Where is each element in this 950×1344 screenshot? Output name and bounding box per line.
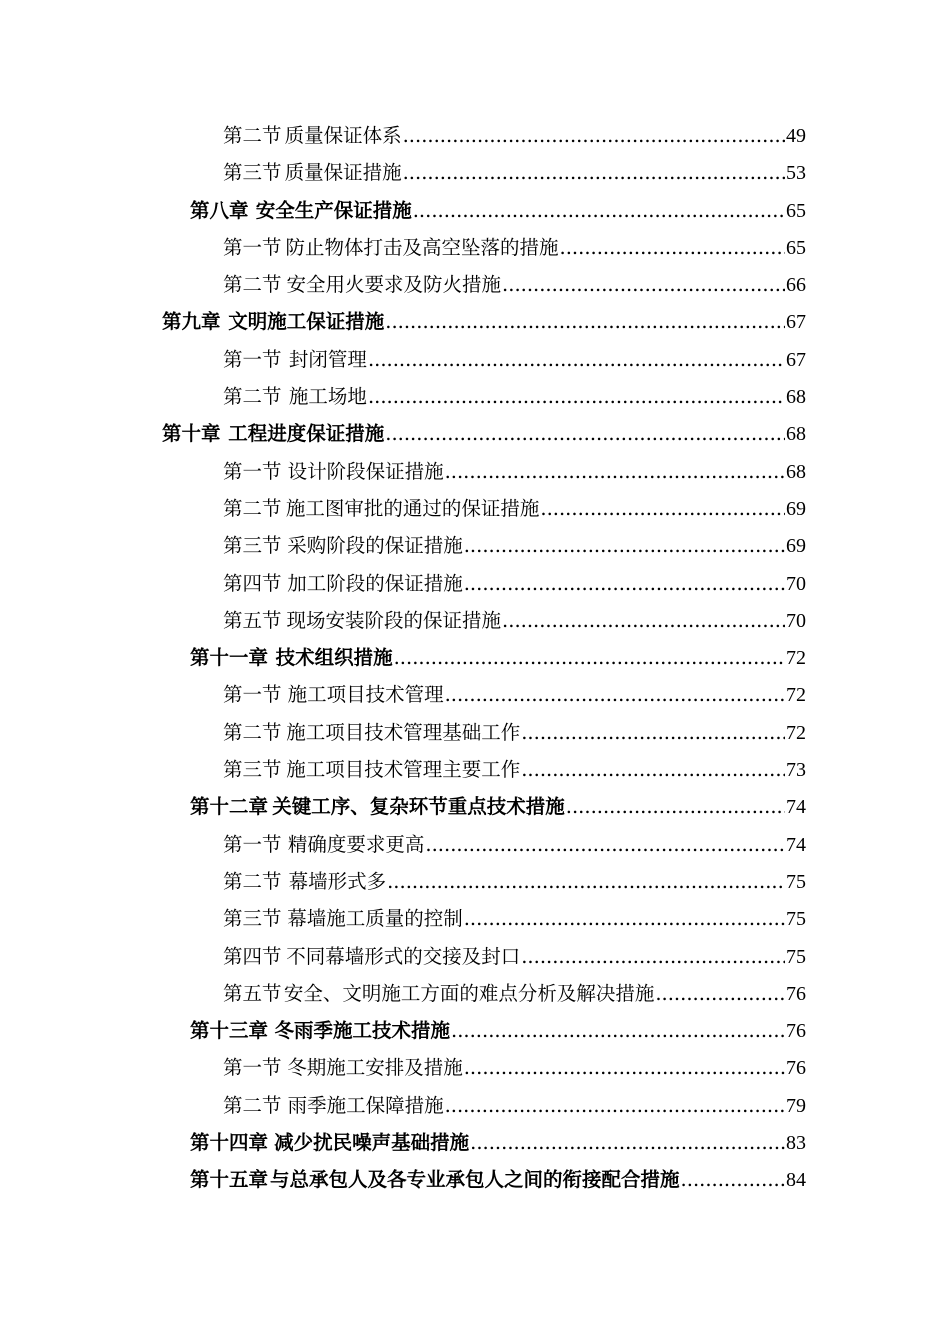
toc-entry-label: 第一节 bbox=[223, 347, 282, 371]
toc-page-number: 74 bbox=[786, 833, 806, 856]
toc-page-number: 66 bbox=[786, 274, 806, 297]
toc-dot-leader bbox=[464, 1049, 785, 1086]
toc-page-number: 49 bbox=[786, 125, 806, 147]
toc-dot-leader bbox=[464, 900, 785, 937]
toc-dot-leader bbox=[413, 192, 785, 229]
toc-entry-label: 第三节 bbox=[223, 161, 282, 185]
toc-entry-title: 质量保证措施 bbox=[284, 161, 402, 185]
toc-chapter-entry[interactable] bbox=[0, 192, 806, 229]
toc-entry-title: 质量保证体系 bbox=[284, 124, 402, 147]
toc-entry-label: 第二节 bbox=[223, 496, 282, 520]
toc-chapter-entry[interactable] bbox=[0, 788, 806, 825]
toc-section-entry[interactable] bbox=[0, 229, 806, 266]
toc-section-entry[interactable] bbox=[0, 714, 806, 751]
toc-entry-title: 加工阶段的保证措施 bbox=[287, 571, 463, 595]
toc-entry-title: 幕墙形式多 bbox=[288, 869, 387, 893]
toc-dot-leader bbox=[445, 1087, 785, 1124]
toc-dot-leader bbox=[502, 266, 785, 303]
toc-page-number: 73 bbox=[786, 759, 806, 782]
toc-dot-leader bbox=[502, 602, 785, 639]
toc-entry-title: 设计阶段保证措施 bbox=[287, 459, 444, 483]
toc-dot-leader bbox=[368, 378, 785, 415]
toc-page-number: 75 bbox=[786, 945, 806, 968]
toc-dot-leader bbox=[445, 676, 785, 713]
toc-entry-title: 施工场地 bbox=[288, 385, 367, 409]
toc-dot-leader bbox=[521, 714, 785, 751]
toc-page-number: 76 bbox=[786, 982, 806, 1005]
toc-entry-label: 第十四章 bbox=[190, 1131, 269, 1155]
toc-section-entry[interactable] bbox=[0, 975, 806, 1012]
toc-entry-title: 工程进度保证措施 bbox=[228, 422, 385, 446]
toc-dot-leader bbox=[681, 1161, 785, 1198]
toc-entry-title: 幕墙施工质量的控制 bbox=[287, 907, 463, 931]
toc-entry-title: 现场安装阶段的保证措施 bbox=[286, 608, 502, 632]
toc-entry-label: 第一节 bbox=[223, 459, 282, 483]
toc-section-entry[interactable] bbox=[0, 826, 806, 863]
toc-entry-label: 第三节 bbox=[223, 907, 282, 931]
toc-dot-leader bbox=[394, 639, 785, 676]
toc-page-number: 69 bbox=[786, 497, 806, 520]
toc-page-number: 68 bbox=[786, 460, 806, 483]
toc-page-number: 79 bbox=[786, 1094, 806, 1117]
toc-entry-title: 封闭管理 bbox=[288, 347, 367, 371]
toc-page-number: 72 bbox=[786, 721, 806, 744]
toc-dot-leader bbox=[470, 1124, 785, 1161]
toc-chapter-entry[interactable] bbox=[0, 415, 806, 452]
toc-entry-label: 第八章 bbox=[190, 198, 249, 222]
toc-entry-label: 第十一章 bbox=[190, 646, 269, 670]
toc-page-number: 72 bbox=[786, 647, 806, 670]
toc-entry-label: 第三节 bbox=[223, 758, 282, 782]
toc-page-number: 69 bbox=[786, 535, 806, 558]
toc-section-entry[interactable] bbox=[0, 154, 806, 191]
toc-dot-leader bbox=[368, 341, 785, 378]
toc-dot-leader bbox=[385, 303, 785, 340]
toc-entry-title: 关键工序、复杂环节重点技术措施 bbox=[272, 795, 565, 819]
toc-entry-label: 第十三章 bbox=[190, 1019, 269, 1043]
toc-section-entry[interactable] bbox=[0, 341, 806, 378]
toc-page-number: 70 bbox=[786, 609, 806, 632]
toc-entry-label: 第十章 bbox=[162, 422, 221, 446]
toc-entry-label: 第一节 bbox=[223, 683, 282, 707]
toc-entry-title: 安全用火要求及防火措施 bbox=[286, 273, 502, 297]
toc-chapter-entry[interactable] bbox=[0, 1124, 806, 1161]
toc-section-entry[interactable] bbox=[0, 527, 806, 564]
toc-dot-leader bbox=[403, 117, 785, 154]
toc-entry-label: 第十二章 bbox=[190, 795, 269, 819]
toc-section-entry[interactable] bbox=[0, 266, 806, 303]
toc-entry-label: 第四节 bbox=[223, 944, 282, 968]
toc-entry-title: 文明施工保证措施 bbox=[228, 310, 385, 334]
toc-entry-label: 第九章 bbox=[162, 310, 221, 334]
toc-dot-leader bbox=[560, 229, 785, 266]
toc-page-number: 75 bbox=[786, 908, 806, 931]
toc-page-number: 67 bbox=[786, 348, 806, 371]
toc-entry-label: 第四节 bbox=[223, 571, 282, 595]
toc-page-number: 75 bbox=[786, 870, 806, 893]
toc-page-number: 65 bbox=[786, 199, 806, 222]
toc-section-entry[interactable] bbox=[0, 900, 806, 937]
toc-page-number: 68 bbox=[786, 423, 806, 446]
toc-dot-leader bbox=[540, 490, 785, 527]
toc-entry-title: 不同幕墙形式的交接及封口 bbox=[286, 944, 521, 968]
toc-entry-label: 第一节 bbox=[223, 832, 282, 856]
toc-page-number: 76 bbox=[786, 1057, 806, 1080]
toc-entry-title: 施工图审批的通过的保证措施 bbox=[285, 496, 540, 520]
toc-section-entry[interactable] bbox=[0, 863, 806, 900]
toc-dot-leader bbox=[451, 1012, 785, 1049]
toc-page-number: 67 bbox=[786, 311, 806, 334]
toc-entry-title: 减少扰民噪声基础措施 bbox=[274, 1131, 470, 1155]
toc-chapter-entry[interactable] bbox=[0, 1012, 806, 1049]
toc-section-entry[interactable] bbox=[0, 676, 806, 713]
toc-entry-title: 精确度要求更高 bbox=[287, 832, 425, 856]
toc-page-number: 84 bbox=[786, 1169, 806, 1192]
toc-entry-label: 第二节 bbox=[223, 869, 282, 893]
toc-page-number: 68 bbox=[786, 386, 806, 409]
toc-entry-title: 冬雨季施工技术措施 bbox=[274, 1019, 450, 1043]
toc-entry-label: 第一节 bbox=[223, 235, 282, 259]
toc-entry-title: 技术组织措施 bbox=[275, 646, 393, 670]
toc-entry-title: 施工项目技术管理 bbox=[287, 683, 444, 707]
toc-dot-leader bbox=[464, 527, 785, 564]
toc-entry-label: 第二节 bbox=[223, 1093, 282, 1117]
toc-entry-title: 施工项目技术管理基础工作 bbox=[286, 720, 521, 744]
toc-section-entry[interactable] bbox=[0, 938, 806, 975]
toc-dot-leader bbox=[425, 826, 785, 863]
toc-entry-title: 采购阶段的保证措施 bbox=[287, 534, 463, 558]
toc-entry-title: 安全生产保证措施 bbox=[255, 198, 412, 222]
toc-dot-leader bbox=[521, 751, 785, 788]
toc-entry-title: 与总承包人及各专业承包人之间的衔接配合措施 bbox=[270, 1168, 680, 1192]
toc-section-entry[interactable] bbox=[0, 1049, 806, 1086]
toc-dot-leader bbox=[464, 565, 785, 602]
toc-entry-label: 第一节 bbox=[223, 1056, 282, 1080]
table-of-contents bbox=[0, 117, 950, 1199]
toc-entry-title: 防止物体打击及高空坠落的措施 bbox=[285, 235, 559, 259]
toc-page-number: 83 bbox=[786, 1132, 806, 1155]
toc-entry-title: 雨季施工保障措施 bbox=[287, 1093, 444, 1117]
toc-dot-leader bbox=[445, 453, 785, 490]
toc-page-number: 70 bbox=[786, 572, 806, 595]
toc-page-number: 74 bbox=[786, 796, 806, 819]
toc-page-number: 72 bbox=[786, 684, 806, 707]
toc-entry-label: 第五节 bbox=[223, 981, 282, 1005]
toc-dot-leader bbox=[655, 975, 785, 1012]
toc-entry-label: 第二节 bbox=[223, 385, 282, 409]
toc-chapter-entry[interactable] bbox=[0, 639, 806, 676]
toc-entry-label: 第十五章 bbox=[190, 1168, 269, 1192]
toc-section-entry[interactable] bbox=[0, 117, 806, 154]
toc-entry-label: 第五节 bbox=[223, 608, 282, 632]
toc-entry-label: 第三节 bbox=[223, 534, 282, 558]
toc-section-entry[interactable] bbox=[0, 453, 806, 490]
toc-section-entry[interactable] bbox=[0, 490, 806, 527]
toc-page-number: 76 bbox=[786, 1020, 806, 1043]
toc-page-number: 65 bbox=[786, 236, 806, 259]
toc-entry-title: 冬期施工安排及措施 bbox=[287, 1056, 463, 1080]
toc-dot-leader bbox=[566, 788, 785, 825]
toc-dot-leader bbox=[387, 863, 785, 900]
toc-entry-label: 第二节 bbox=[223, 124, 282, 147]
toc-entry-label: 第二节 bbox=[223, 720, 282, 744]
toc-chapter-entry[interactable] bbox=[0, 303, 806, 340]
toc-entry-label: 第二节 bbox=[223, 273, 282, 297]
toc-chapter-entry[interactable] bbox=[0, 1161, 806, 1198]
toc-section-entry[interactable] bbox=[0, 565, 806, 602]
toc-section-entry[interactable] bbox=[0, 378, 806, 415]
toc-section-entry[interactable] bbox=[0, 1087, 806, 1124]
toc-entry-title: 安全、文明施工方面的难点分析及解决措施 bbox=[283, 981, 655, 1005]
toc-entry-title: 施工项目技术管理主要工作 bbox=[286, 758, 521, 782]
toc-page-number: 53 bbox=[786, 162, 806, 185]
toc-section-entry[interactable] bbox=[0, 751, 806, 788]
toc-dot-leader bbox=[385, 415, 785, 452]
toc-dot-leader bbox=[521, 938, 785, 975]
toc-section-entry[interactable] bbox=[0, 602, 806, 639]
toc-dot-leader bbox=[403, 154, 785, 191]
